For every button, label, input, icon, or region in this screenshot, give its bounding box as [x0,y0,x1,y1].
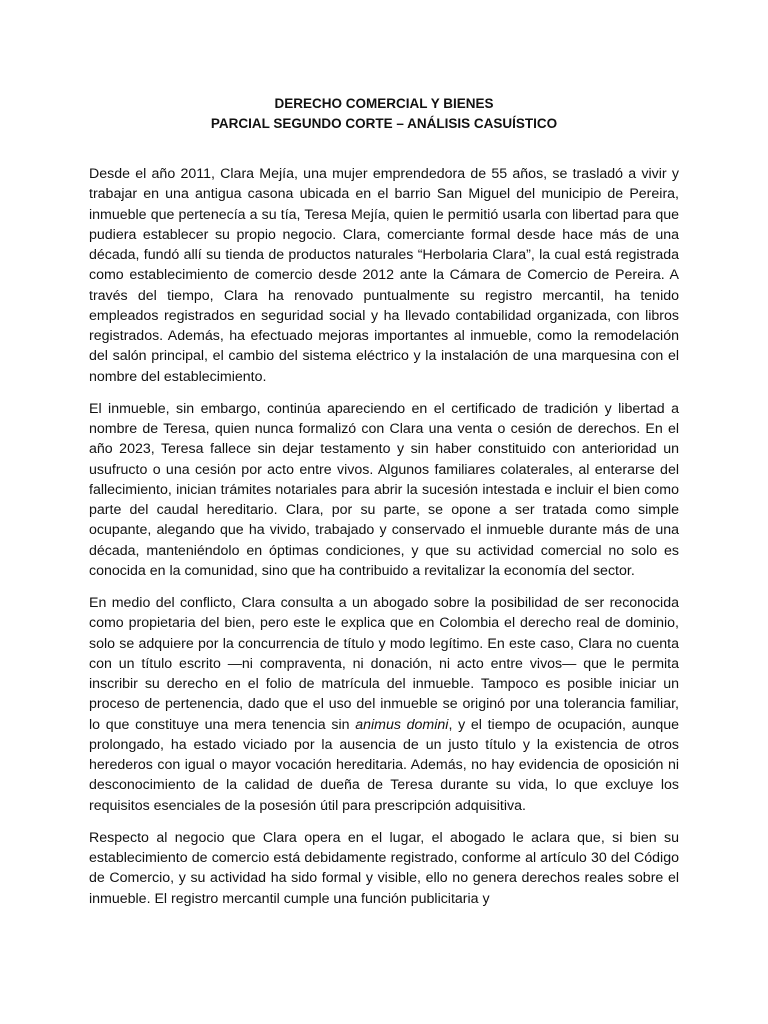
paragraph-4: Respecto al negocio que Clara opera en el lugar, el abogado le aclara que, si bien su establecimiento de comercio está debidamente registrado, conforme al artículo 30 del Código de Comercio, y su actividad ha sido formal y visible, ello no genera derechos reales sobre el inmueble. El registro mercantil cumple una función publicitaria y [89,829,679,907]
paragraph-3-italic-term: animus domini [355,716,449,733]
paragraph-1: Desde el año 2011, Clara Mejía, una mujer emprendedora de 55 años, se trasladó a vivir y trabajar en una antigua casona ubicada en el barrio San Miguel del municipio de Pereira, inmueble que pertenecía a su tía, Teresa Mejía, quien le permitió usarla con libertad para que pudiera establecer su propio negocio. Clara, comerciante formal desde hace más de una década, fundó allí su tienda de productos naturales “Herbolaria Clara”, la cual está registrada como establecimiento de comercio desde 2012 ante la Cámara de Comercio de Pereira. A través del tiempo, Clara ha renovado puntualmente su registro mercantil, ha tenido empleados registrados en seguridad social y ha llevado contabilidad organizada, con libros registrados. Además, ha efectuado mejoras importantes al inmueble, como la remodelación del salón principal, el cambio del sistema eléctrico y la instalación de una marquesina con el nombre del establecimiento. [89,166,679,385]
document-body [89,164,679,909]
document-title: DERECHO COMERCIAL Y BIENES [274,96,494,111]
paragraph-3-text-b: , y el tiempo de ocupación, aunque prolongado, ha estado viciado por la ausencia de un justo título y la existencia de otros herederos con igual o mayor vocación hereditaria. Además, no hay evidencia de oposición ni desconocimiento de la calidad de dueña de Teresa durante su vida, lo que excluye los requisitos esenciales de la posesión útil para prescripción adquisitiva. [89,716,680,814]
paragraph-3 [89,593,679,816]
paragraph-2: El inmueble, sin embargo, continúa apareciendo en el certificado de tradición y libertad a nombre de Teresa, quien nunca formalizó con Clara una venta o cesión de derechos. En el año 2023, Teresa fallece sin dejar testamento y sin haber constituido con anterioridad un usufructo o una cesión por acto entre vivos. Algunos familiares colaterales, al enterarse del fallecimiento, inician trámites notariales para abrir la sucesión intestada e incluir el bien como parte del caudal hereditario. Clara, por su parte, se opone a ser tratada como simple ocupante, alegando que ha vivido, trabajado y conservado el inmueble durante más de una década, manteniéndolo en óptimas condiciones, y que su actividad comercial no solo es conocida en la comunidad, sino que ha contribuido a revitalizar la economía del sector. [89,400,679,579]
document-subtitle: PARCIAL SEGUNDO CORTE – ANÁLISIS CASUÍSTICO [210,116,558,131]
paragraph-3-text-a: En medio del conflicto, Clara consulta a un abogado sobre la posibilidad de ser reconocida como propietaria del bien, pero este le explica que en Colombia el derecho real de dominio, solo se adquiere por la concurrencia de título y modo legítimo. En este caso, Clara no cuenta con un título escrito —ni compraventa, ni donación, ni acto entre vivos— que le permita inscribir su derecho en el folio de matrícula del inmueble. Tampoco es posible iniciar un proceso de pertenencia, dado que el uso del inmueble se originó por una tolerancia familiar, lo que constituye una mera tenencia sin [89,595,679,733]
